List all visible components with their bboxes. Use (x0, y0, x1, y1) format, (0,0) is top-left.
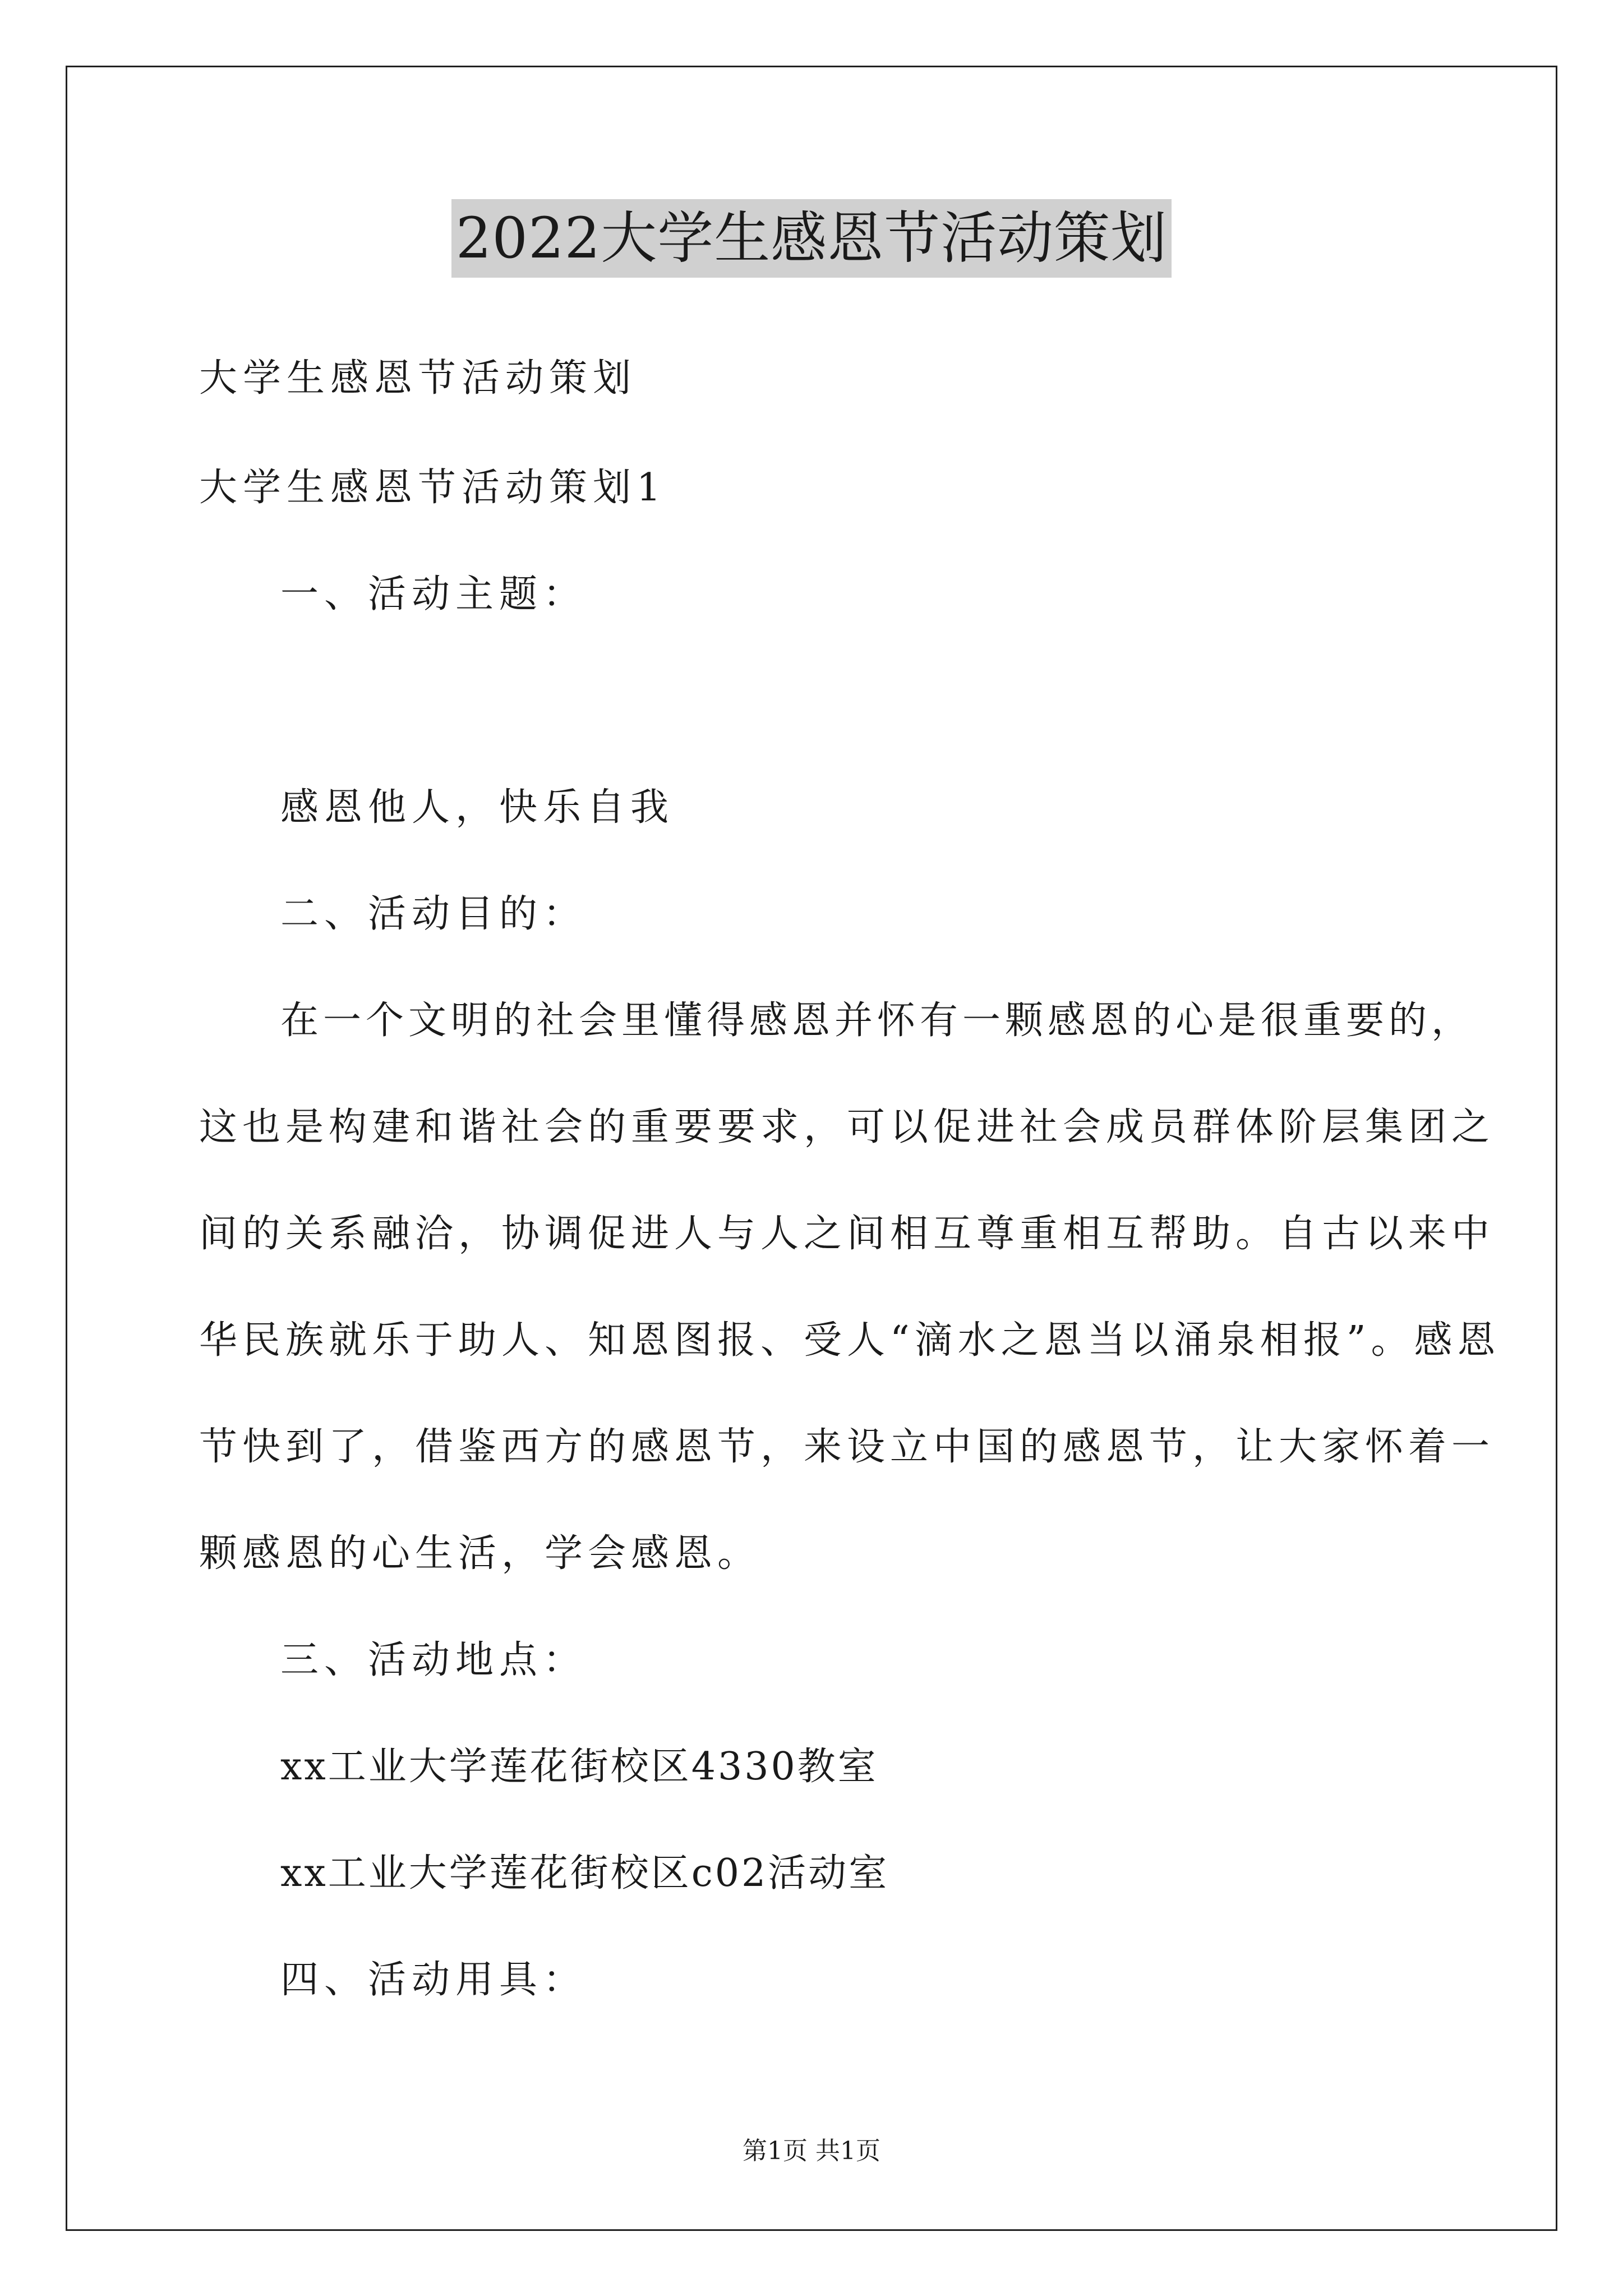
heading-tools: 四、活动用具： (280, 1958, 587, 2002)
subtitle: 大学生感恩节活动策划 (199, 356, 637, 401)
theme-text: 感恩他人，快乐自我 (280, 785, 675, 830)
heading-purpose: 二、活动目的： (280, 892, 587, 936)
title-container (0, 199, 1623, 278)
purpose-line: 这也是构建和谐社会的重要要求，可以促进社会成员群体阶层集团之 (199, 1105, 1495, 1149)
heading-theme: 一、活动主题： (280, 572, 587, 616)
purpose-line: 间的关系融洽，协调促进人与人之间相互尊重相互帮助。自古以来中 (199, 1212, 1495, 1256)
location-item: xx工业大学莲花街校区c02活动室 (280, 1851, 889, 1895)
page-footer: 第1页 共1页 (743, 2137, 880, 2165)
heading-location: 三、活动地点： (280, 1638, 587, 1682)
purpose-line: 在一个文明的社会里懂得感恩并怀有一颗感恩的心是很重要的， (280, 999, 1474, 1043)
purpose-line: 颗感恩的心生活，学会感恩。 (199, 1531, 761, 1576)
section-title: 大学生感恩节活动策划1 (199, 466, 667, 510)
document-title: 2022大学生感恩节活动策划 (451, 199, 1172, 278)
purpose-line: 节快到了，借鉴西方的感恩节，来设立中国的感恩节，让大家怀着一 (199, 1425, 1495, 1469)
purpose-line: 华民族就乐于助人、知恩图报、受人“滴水之恩当以涌泉相报”。感恩 (199, 1318, 1501, 1363)
location-item: xx工业大学莲花街校区4330教室 (280, 1745, 878, 1789)
